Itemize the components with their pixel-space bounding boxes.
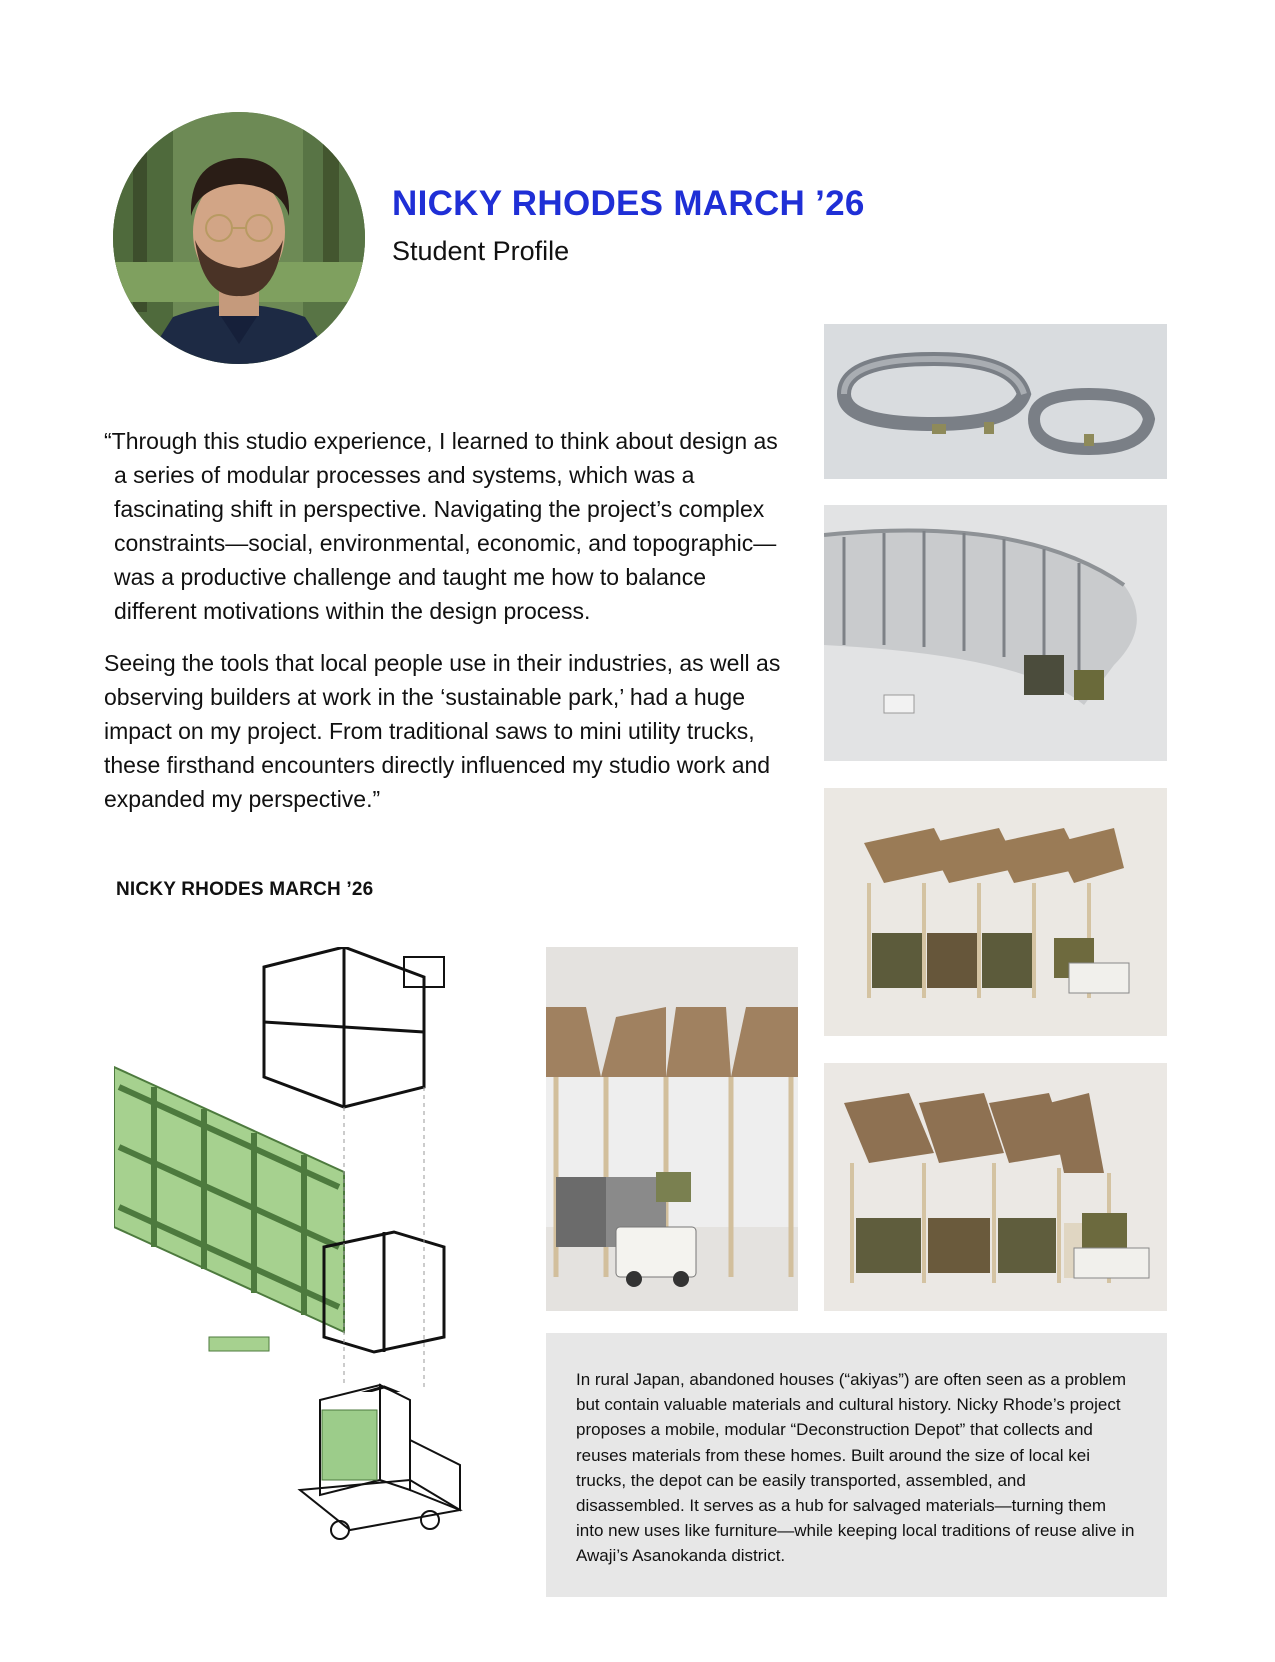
model-photo-curved-detail <box>824 505 1167 761</box>
project-description-text: In rural Japan, abandoned houses (“akiyas”) are often seen as a problem but contain valuable materials and cultural history. Nicky Rhode’s project proposes a mobile, modular “Deconstruction Depot” that collects and reuses materials from these homes. Built around the size of local kei trucks, the depot can be easily transported, assembled, and disassembled. It serves as a hub for salvaged materials—turning them into new uses like furniture—while keeping local traditions of reuse alive in Awaji’s Asanokanda district. <box>576 1370 1135 1566</box>
model-photo-stalls-front <box>546 947 798 1311</box>
model-photo-stalls-truck-2 <box>824 1063 1167 1311</box>
kei-truck-diagram <box>290 1370 490 1560</box>
profile-name-title: NICKY RHODES MARCH ’26 <box>392 184 865 223</box>
quote-paragraph-1: “Through this studio experience, I learned to think about design as a series of modular processes and systems, which was a fascinating shift in perspective. Navigating the project’s complex constraints—social, environmental, economic, and topographic—was a productive challenge and taught me how to balance different motivations within the design process. <box>104 428 778 624</box>
model-photo-stalls-truck <box>824 788 1167 1036</box>
model-photo-curved-overview <box>824 324 1167 479</box>
profile-subtitle: Student Profile <box>392 236 570 266</box>
quote-paragraph-2: Seeing the tools that local people use in their industries, as well as observing builders at work in the ‘sustainable park,’ had a huge impact on my project. From traditional saws to mini utility trucks, these firsthand encounters directly influenced my studio work and expanded my perspective.” <box>104 650 781 812</box>
project-description-box <box>546 1333 1167 1597</box>
student-quote <box>104 424 784 834</box>
student-portrait-photo <box>113 112 365 364</box>
quote-attribution: NICKY RHODES MARCH ’26 <box>116 879 374 900</box>
exploded-axonometric-diagram <box>114 947 494 1392</box>
